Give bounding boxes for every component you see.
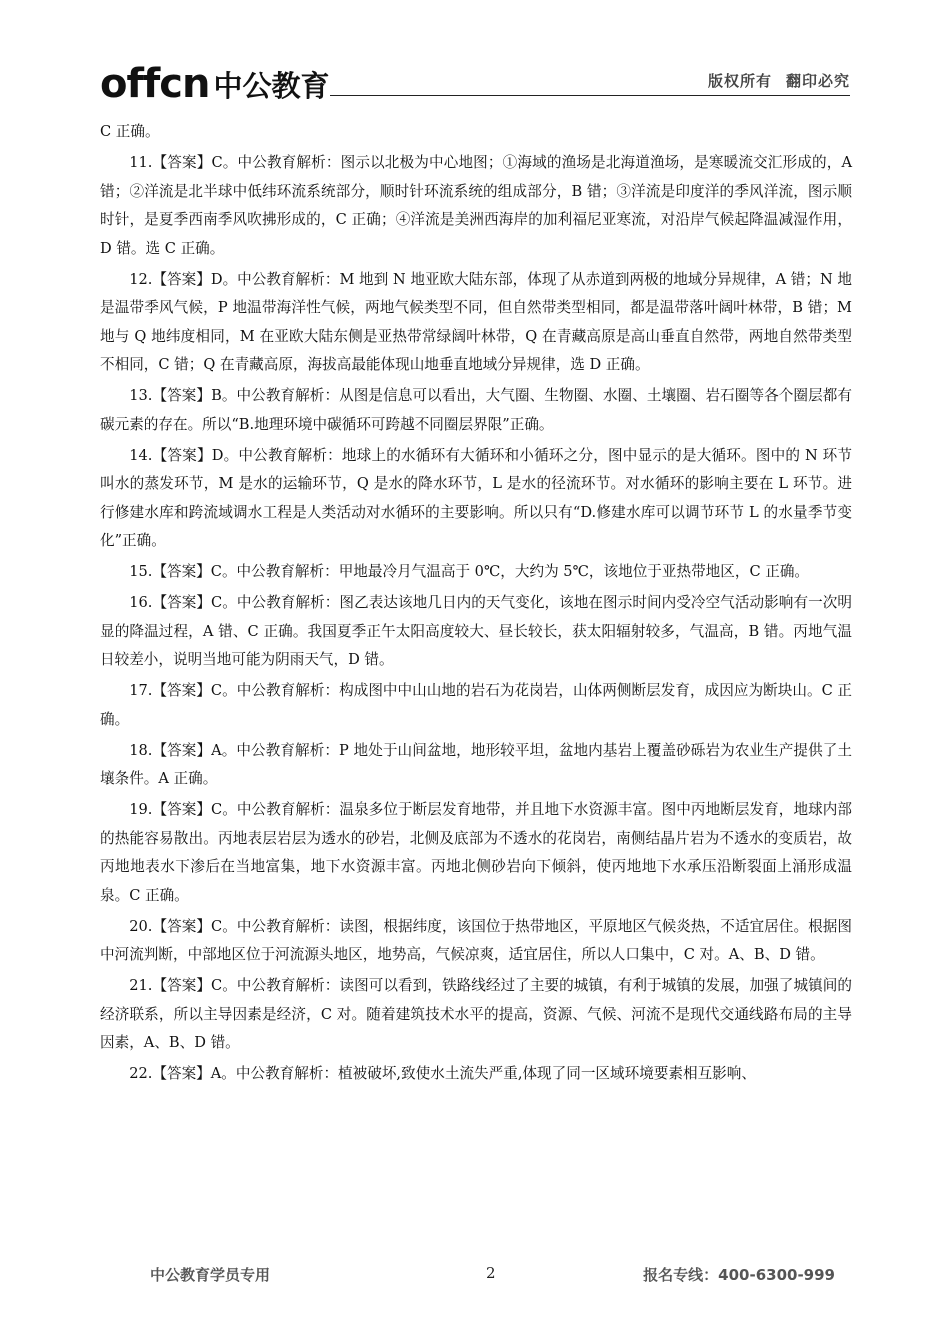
answer-17: 17.【答案】C。中公教育解析：构成图中中山山地的岩石为花岗岩，山体两侧断层发育，成因应为断块山。C 正确。 [100,682,852,728]
answer-18: 18.【答案】A。中公教育解析：P 地处于山间盆地，地形较平坦，盆地内基岩上覆盖砂砾岩为农业生产提供了土壤条件。A 正确。 [100,741,852,787]
copyright-text-1: 版权所有 [707,72,772,90]
document-body [100,118,852,1091]
answer-22: 22.【答案】A。中公教育解析：植被破坏,致使水土流失严重,体现了同一区域环境要素相互影响、 [129,1065,756,1082]
copyright-notice [708,70,850,91]
answer-21: 21.【答案】C。中公教育解析：读图可以看到，铁路线经过了主要的城镇，有利于城镇的发展，加强了城镇间的经济联系，所以主导因素是经济，C 对。随着建筑技术水平的提高，资源、气候、河流不是现代交通线路布局的主导因素，A、B、D 错。 [100,977,852,1051]
page-header [0,0,950,120]
footer-hotline: 报名专线：400-6300-999 [643,1266,835,1284]
offcn-logo [100,62,330,106]
answer-14: 14.【答案】D。中公教育解析：地球上的水循环有大循环和小循环之分，图中显示的是大循环。图中的 N 环节叫水的蒸发环节，M 是水的运输环节，Q 是水的降水环节，L 是水的径流环节。对水循环的影响主要在 L 环节。进行修建水库和跨流域调水工程是人类活动对水循环的主要影响。所以只有“D.修建水库可以调节环节 L 的水量季节变化”正确。 [100,446,852,549]
answer-20: 20.【答案】C。中公教育解析：读图，根据纬度，该国位于热带地区，平原地区气候炎热，不适宜居住。根据图中河流判断，中部地区位于河流源头地区，地势高，气候凉爽，适宜居住，所以人口集中，C 对。A、B、D 错。 [100,917,852,963]
header-divider [330,95,850,96]
page-number: 2 [486,1264,496,1282]
answer-11: 11.【答案】C。中公教育解析：图示以北极为中心地图；①海域的渔场是北海道渔场，是寒暖流交汇形成的，A 错；②洋流是北半球中低纬环流系统部分，顺时针环流系统的组成部分，B 错；③洋流是印度洋的季风洋流，图示顺时针，是夏季西南季风吹拂形成的，C 正确；④洋流是美洲西海岸的加利福尼亚寒流，对沿岸气候起降温减湿作用，D 错。选 C 正确。 [100,154,852,257]
logo-chinese: 中公教育 [213,69,330,103]
logo-latin: offcn [100,61,210,107]
answer-12: 12.【答案】D。中公教育解析：M 地到 N 地亚欧大陆东部，体现了从赤道到两极的地域分异规律，A 错；N 地是温带季风气候，P 地温带海洋性气候，两地气候类型不同，但自然带类型相同，都是温带落叶阔叶林带，B 错；M 地与 Q 地纬度相同，M 在亚欧大陆东侧是亚热带常绿阔叶林带，Q 在青藏高原是高山垂直自然带，两地自然带类型不相同，C 错；Q 在青藏高原，海拔高最能体现山地垂直地域分异规律，选 D 正确。 [100,270,852,373]
answer-16: 16.【答案】C。中公教育解析：图乙表达该地几日内的天气变化，该地在图示时间内受冷空气活动影响有一次明显的降温过程，A 错、C 正确。我国夏季正午太阳高度较大、昼长较长，获太阳辐射较多，气温高，B 错。丙地气温日较差小，说明当地可能为阴雨天气，D 错。 [100,594,852,668]
copyright-text-2: 翻印必究 [785,72,850,90]
answer-19: 19.【答案】C。中公教育解析：温泉多位于断层发育地带，并且地下水资源丰富。图中丙地断层发育，地球内部的热能容易散出。丙地表层岩层为透水的砂岩，北侧及底部为不透水的花岗岩，南侧结晶片岩为不透水的变质岩，故丙地地表水下渗后在当地富集，地下水资源丰富。丙地北侧砂岩向下倾斜，使丙地地下水承压沿断裂面上涌形成温泉。C 正确。 [100,801,852,904]
footer-student-note: 中公教育学员专用 [150,1266,271,1284]
answer-15: 15.【答案】C。中公教育解析：甲地最冷月气温高于 0℃，大约为 5℃，该地位于亚热带地区，C 正确。 [129,563,810,580]
answer-13: 13.【答案】B。中公教育解析：从图是信息可以看出，大气圈、生物圈、水圈、土壤圈、岩石圈等各个圈层都有碳元素的存在。所以“B.地理环境中碳循环可跨越不同圈层界限”正确。 [100,387,852,433]
page-footer [0,1264,950,1294]
paragraph: C 正确。 [100,123,160,140]
